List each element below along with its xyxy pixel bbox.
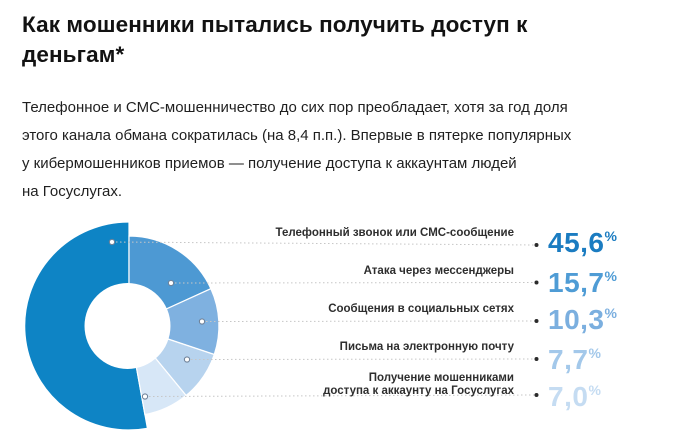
chart-value-number: 7,7 xyxy=(548,344,589,375)
chart-value xyxy=(548,263,617,296)
leader-end-dot xyxy=(535,319,539,323)
intro-line: Телефонное и СМС-мошенничество до сих пор преобладает, хотя за год доля xyxy=(22,99,568,116)
donut-hole xyxy=(85,283,171,369)
percent-sign: % xyxy=(588,345,601,361)
slice-marker xyxy=(109,239,114,244)
chart-value-number: 45,6 xyxy=(548,227,605,258)
chart-value xyxy=(548,340,601,373)
leader-line xyxy=(187,359,537,360)
slice-marker xyxy=(168,280,173,285)
chart-category-label: Атака через мессенджеры xyxy=(363,265,514,277)
chart-value-number: 10,3 xyxy=(548,304,605,335)
slice-marker xyxy=(184,357,189,362)
chart-value-number: 7,0 xyxy=(548,381,589,412)
percent-sign: % xyxy=(604,305,617,321)
percent-sign: % xyxy=(588,382,601,398)
leader-end-dot xyxy=(535,243,539,247)
chart-category-label xyxy=(254,372,514,398)
leader-end-dot xyxy=(535,357,539,361)
chart-category-label: Письма на электронную почту xyxy=(339,341,514,353)
intro-line: этого канала обмана сократилась (на 8,4 п.п.). Впервые в пятерке популярных xyxy=(22,127,572,144)
leader-end-dot xyxy=(535,281,539,285)
slice-marker xyxy=(142,394,147,399)
chart-value xyxy=(548,377,601,410)
leader-line xyxy=(112,242,537,245)
chart-value xyxy=(548,300,617,333)
intro-line: у кибермошенников приемов — получение доступа к аккаунтам людей xyxy=(22,155,517,172)
leader-end-dot xyxy=(535,393,539,397)
intro-line: на Госуслугах. xyxy=(22,183,122,200)
chart-value xyxy=(548,223,617,256)
page-title-line2: деньгам* xyxy=(22,42,125,67)
chart-category-label-line2: доступа к аккаунту на Госуслугах xyxy=(323,385,514,397)
chart-category-label-line1: Получение мошенниками xyxy=(368,372,514,384)
chart-category-label: Телефонный звонок или СМС-сообщение xyxy=(275,227,514,239)
percent-sign: % xyxy=(604,268,617,284)
percent-sign: % xyxy=(604,228,617,244)
leader-line xyxy=(171,283,537,284)
leader-line xyxy=(202,321,537,322)
page-title-line1: Как мошенники пытались получить доступ к xyxy=(22,12,528,37)
chart-category-label: Сообщения в социальных сетях xyxy=(328,303,514,315)
chart-value-number: 15,7 xyxy=(548,267,605,298)
slice-marker xyxy=(199,319,204,324)
